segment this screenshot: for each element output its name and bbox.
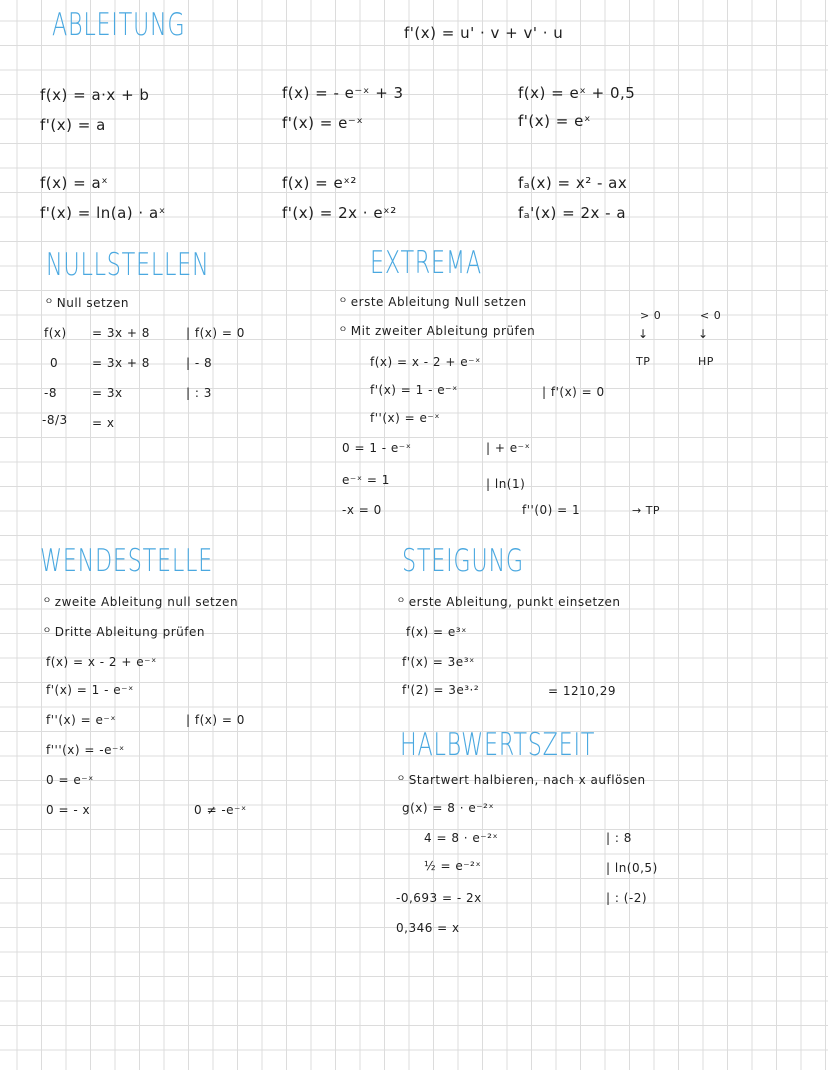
extrema-first-derivative-operation: | f'(x) = 0 bbox=[542, 385, 605, 399]
steigung-step-1-text: erste Ableitung, punkt einsetzen bbox=[408, 595, 621, 609]
wendestelle-second-derivative-operation: | f(x) = 0 bbox=[186, 713, 245, 727]
derivative-rule-4-derivative: f'(x) = ln(a) · aˣ bbox=[40, 204, 166, 222]
nullstellen-row-3-right: = 3x bbox=[92, 386, 123, 400]
derivative-rule-6-function: fₐ(x) = x² - ax bbox=[518, 174, 628, 192]
nullstellen-row-4-right: = x bbox=[92, 416, 115, 430]
halbwertszeit-step-1-text: Startwert halbieren, nach x auflösen bbox=[408, 773, 646, 787]
halbwertszeit-equation-1: 4 = 8 · e⁻²ˣ bbox=[424, 831, 499, 845]
derivative-rule-5-function: f(x) = eˣ² bbox=[282, 174, 357, 192]
wendestelle-inequality: 0 ≠ -e⁻ˣ bbox=[194, 803, 247, 817]
nullstellen-row-2-operation: | - 8 bbox=[186, 356, 213, 370]
derivative-rule-4-function: f(x) = aˣ bbox=[40, 174, 109, 192]
nullstellen-heading: NULLSTELLEN bbox=[46, 247, 210, 283]
extrema-step-1-text: erste Ableitung Null setzen bbox=[350, 295, 527, 309]
wendestelle-equation-1: 0 = e⁻ˣ bbox=[46, 773, 94, 787]
derivative-rule-5-derivative: f'(x) = 2x · eˣ² bbox=[282, 204, 397, 222]
extrema-second-derivative: f''(x) = e⁻ˣ bbox=[370, 411, 441, 425]
wendestelle-function: f(x) = x - 2 + e⁻ˣ bbox=[46, 655, 157, 669]
derivative-rule-3-derivative: f'(x) = eˣ bbox=[518, 112, 591, 130]
bullet-icon: ᴼ bbox=[46, 296, 57, 310]
halbwertszeit-equation-2: ½ = e⁻²ˣ bbox=[424, 859, 482, 873]
halbwertszeit-step-1 bbox=[398, 774, 646, 786]
extrema-first-derivative: f'(x) = 1 - e⁻ˣ bbox=[370, 383, 458, 397]
derivative-rule-1-derivative: f'(x) = a bbox=[40, 116, 106, 134]
ableitung-heading: ABLEITUNG bbox=[52, 7, 186, 43]
halbwertszeit-function: g(x) = 8 · e⁻²ˣ bbox=[402, 801, 495, 815]
extrema-equation-2-operation: | ln(1) bbox=[486, 477, 526, 491]
steigung-function: f(x) = e³ˣ bbox=[406, 625, 467, 639]
halbwertszeit-equation-3-operation: | : (-2) bbox=[606, 891, 648, 905]
wendestelle-second-derivative: f''(x) = e⁻ˣ bbox=[46, 713, 117, 727]
extrema-greater-zero: > 0 bbox=[640, 309, 662, 322]
halbwertszeit-equation-3: -0,693 = - 2x bbox=[396, 891, 482, 905]
derivative-rule-3-function: f(x) = eˣ + 0,5 bbox=[518, 84, 636, 102]
steigung-calculation: f'(2) = 3e³·² bbox=[402, 683, 480, 697]
derivative-rule-1-function: f(x) = a·x + b bbox=[40, 86, 150, 104]
halbwertszeit-equation-1-operation: | : 8 bbox=[606, 831, 632, 845]
nullstellen-row-2-left: 0 bbox=[50, 356, 59, 370]
extrema-step-2-text: Mit zweiter Ableitung prüfen bbox=[350, 324, 536, 338]
wendestelle-first-derivative: f'(x) = 1 - e⁻ˣ bbox=[46, 683, 134, 697]
wendestelle-step-2 bbox=[44, 626, 205, 638]
curved-arrow-icon: ↓ bbox=[698, 327, 709, 341]
steigung-step-1 bbox=[398, 596, 621, 608]
bullet-icon: ᴼ bbox=[398, 773, 409, 787]
wendestelle-third-derivative: f'''(x) = -e⁻ˣ bbox=[46, 743, 125, 757]
nullstellen-row-1-operation: | f(x) = 0 bbox=[186, 326, 245, 340]
extrema-step-2 bbox=[340, 325, 535, 337]
extrema-equation-3: -x = 0 bbox=[342, 503, 382, 517]
nullstellen-step-1 bbox=[46, 297, 129, 309]
extrema-function: f(x) = x - 2 + e⁻ˣ bbox=[370, 355, 481, 369]
bullet-icon: ᴼ bbox=[340, 295, 351, 309]
nullstellen-row-1-left: f(x) bbox=[44, 326, 67, 340]
nullstellen-row-1-right: = 3x + 8 bbox=[92, 326, 150, 340]
derivative-rule-2-derivative: f'(x) = e⁻ˣ bbox=[282, 114, 364, 132]
steigung-first-derivative: f'(x) = 3e³ˣ bbox=[402, 655, 475, 669]
curved-arrow-icon: ↓ bbox=[638, 327, 649, 341]
extrema-heading: EXTREMA bbox=[370, 245, 482, 281]
bullet-icon: ᴼ bbox=[44, 625, 55, 639]
extrema-equation-2: e⁻ˣ = 1 bbox=[342, 473, 390, 487]
wendestelle-step-1 bbox=[44, 596, 238, 608]
steigung-result: = 1210,29 bbox=[548, 684, 616, 698]
halbwertszeit-equation-4: 0,346 = x bbox=[396, 921, 460, 935]
halbwertszeit-heading: HALBWERTSZEIT bbox=[400, 727, 596, 763]
extrema-tp-label: TP bbox=[636, 355, 651, 368]
steigung-heading: STEIGUNG bbox=[402, 543, 524, 579]
nullstellen-step-1-text: Null setzen bbox=[56, 296, 129, 310]
nullstellen-row-3-left: -8 bbox=[44, 386, 57, 400]
derivative-rule-6-derivative: fₐ'(x) = 2x - a bbox=[518, 204, 627, 222]
bullet-icon: ᴼ bbox=[44, 595, 55, 609]
wendestelle-heading: WENDESTELLE bbox=[40, 543, 213, 579]
nullstellen-row-4-left: -8/3 bbox=[42, 413, 68, 427]
extrema-equation-1: 0 = 1 - e⁻ˣ bbox=[342, 441, 412, 455]
derivative-rule-2-function: f(x) = - e⁻ˣ + 3 bbox=[282, 84, 404, 102]
wendestelle-step-2-text: Dritte Ableitung prüfen bbox=[54, 625, 205, 639]
bullet-icon: ᴼ bbox=[398, 595, 409, 609]
extrema-result: → TP bbox=[632, 504, 661, 517]
wendestelle-step-1-text: zweite Ableitung null setzen bbox=[54, 595, 239, 609]
nullstellen-row-2-right: = 3x + 8 bbox=[92, 356, 150, 370]
wendestelle-equation-2: 0 = - x bbox=[46, 803, 91, 817]
halbwertszeit-equation-2-operation: | ln(0,5) bbox=[606, 861, 658, 875]
product-rule: f'(x) = u' · v + v' · u bbox=[404, 24, 564, 42]
extrema-hp-label: HP bbox=[698, 355, 714, 368]
nullstellen-row-3-operation: | : 3 bbox=[186, 386, 212, 400]
extrema-equation-1-operation: | + e⁻ˣ bbox=[486, 441, 531, 455]
extrema-less-zero: < 0 bbox=[700, 309, 722, 322]
extrema-step-1 bbox=[340, 296, 527, 308]
extrema-second-derivative-check: f''(0) = 1 bbox=[522, 503, 581, 517]
bullet-icon: ᴼ bbox=[340, 324, 351, 338]
